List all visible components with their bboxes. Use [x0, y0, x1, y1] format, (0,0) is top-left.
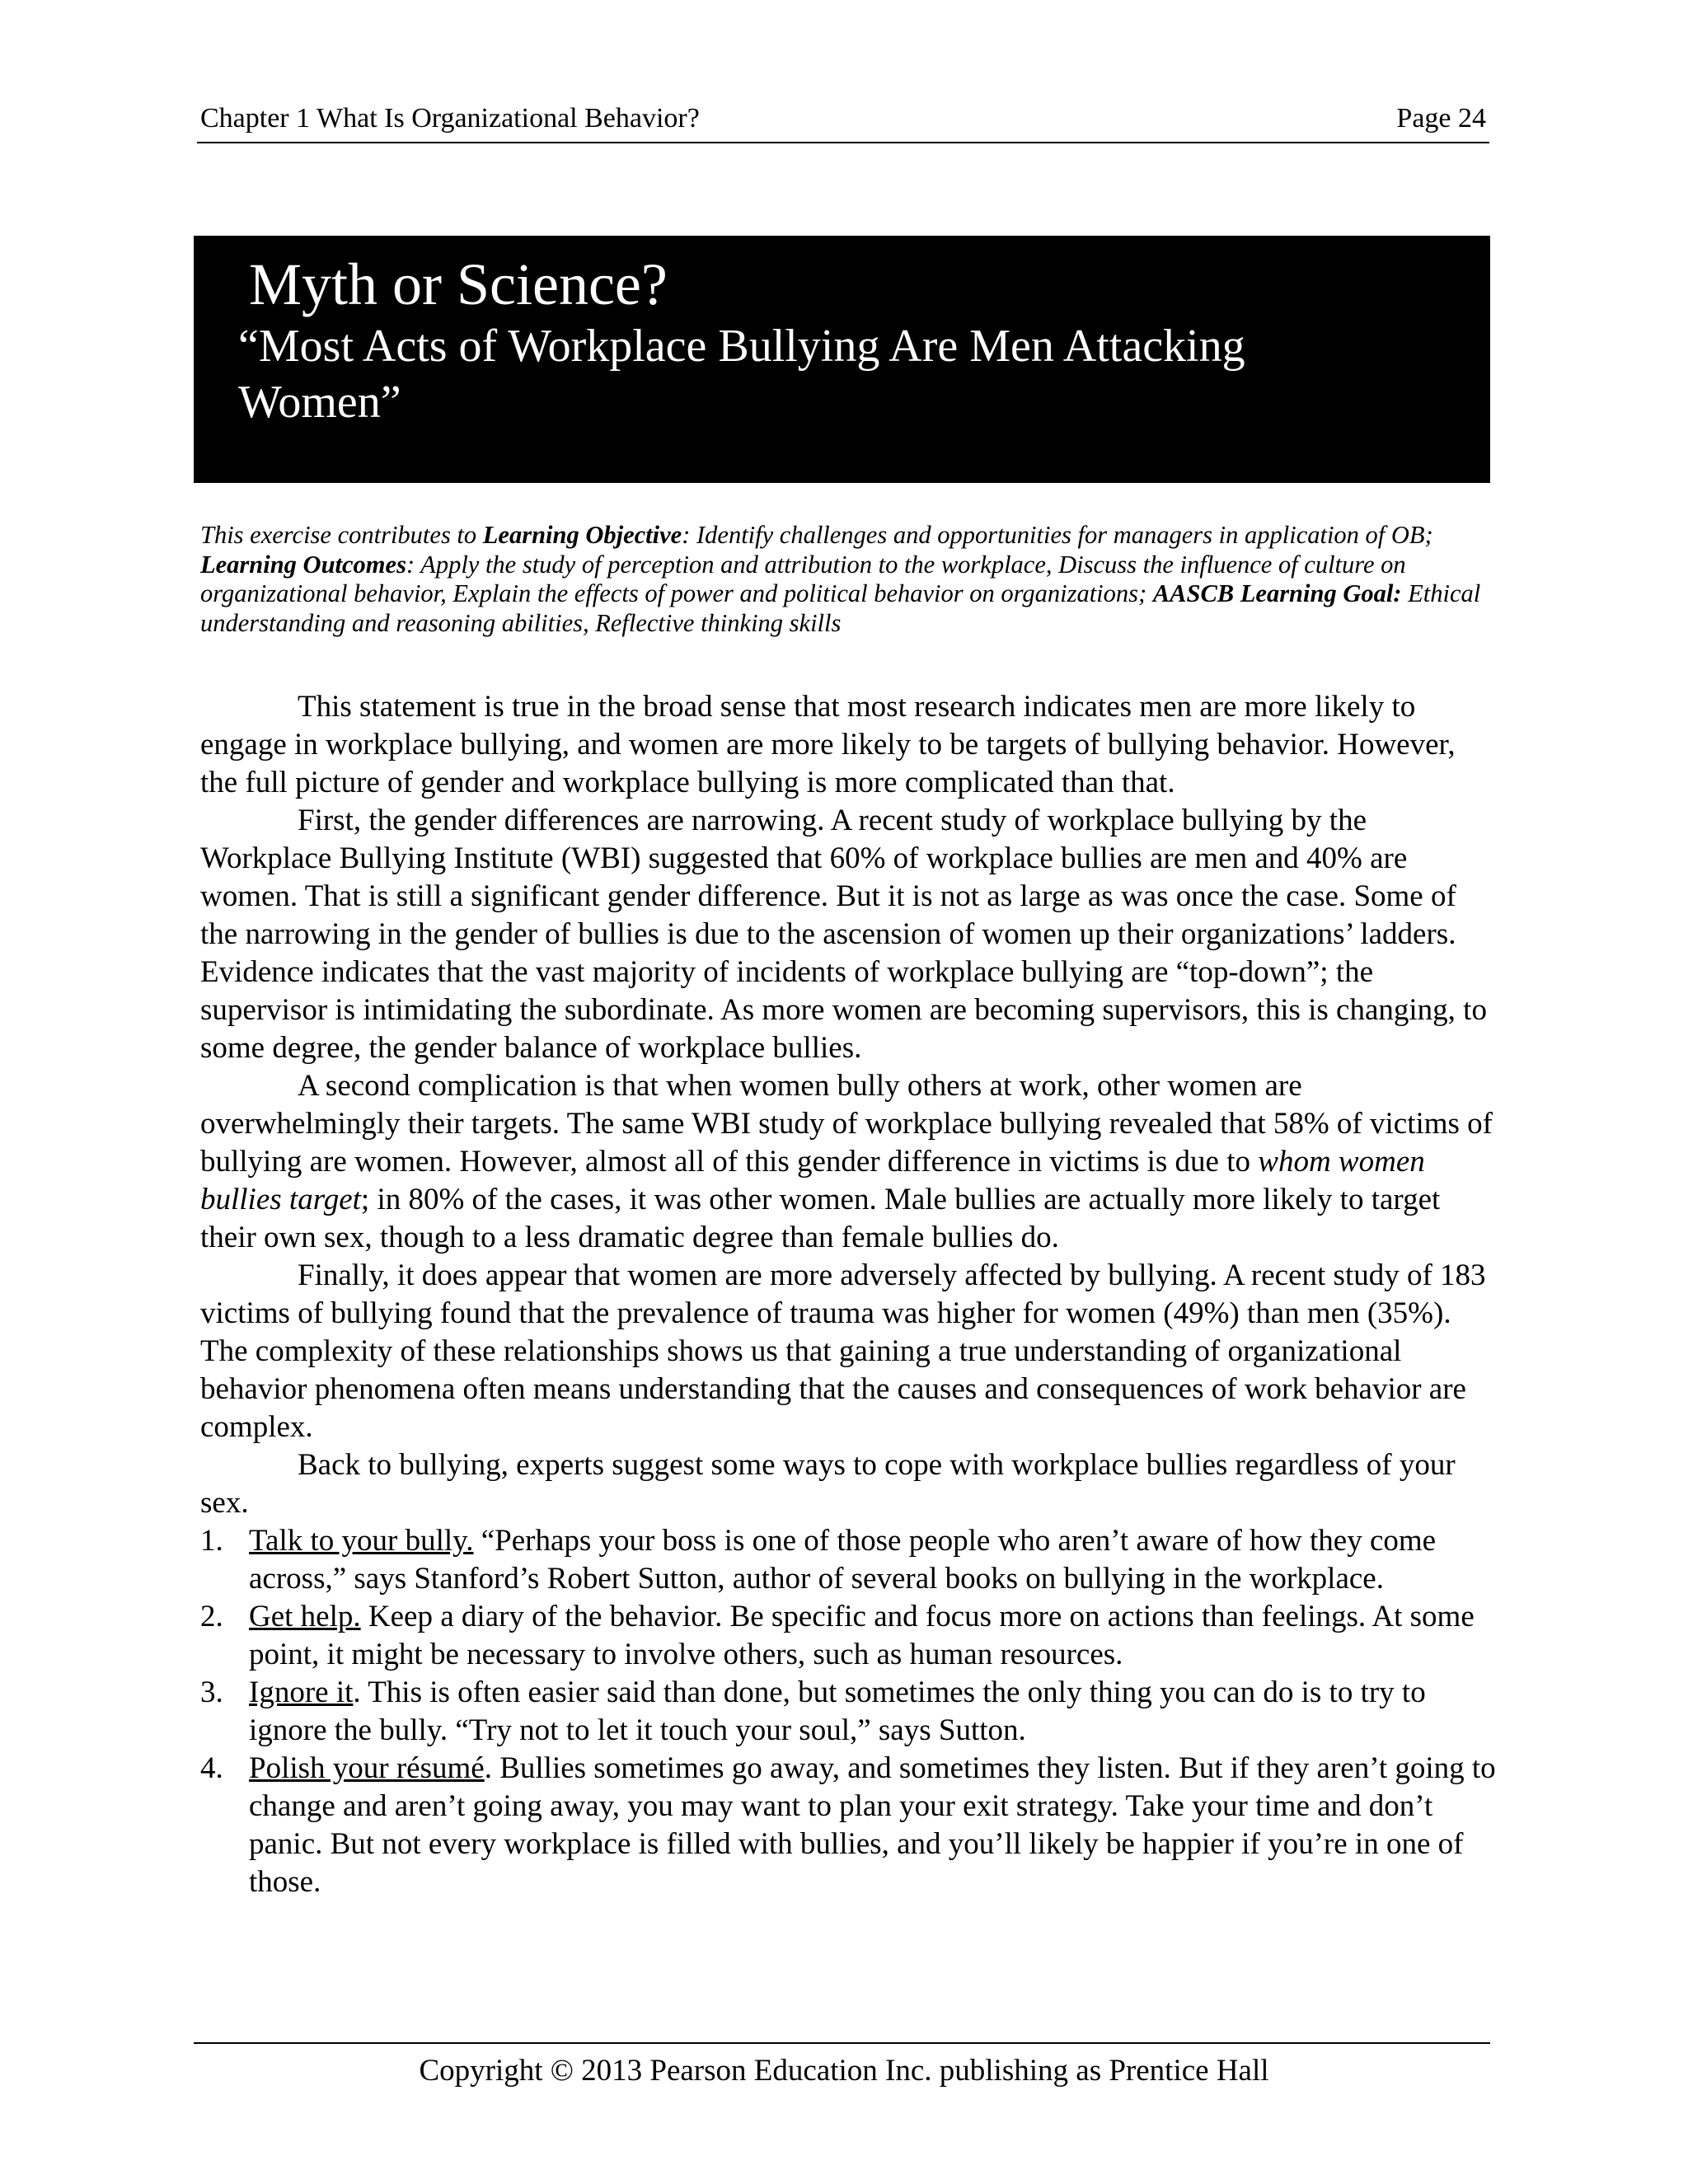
paragraph-3	[200, 1067, 1498, 1257]
chapter-title: Chapter 1 What Is Organizational Behavior?	[200, 103, 700, 134]
objective-outcomes-text: : Apply the study of perception and attribution to the workplace, Discuss the influence of culture on organizational behavior, Explain the effects of power and political behavior on organizations;	[200, 550, 1406, 607]
list-item-text: Keep a diary of the behavior. Be specific and focus more on actions than feelings. At some point, it might be necessary to involve others, such as human resources.	[249, 1600, 1475, 1671]
paragraph-3-b: ; in 80% of the cases, it was other women. Male bullies are actually more likely to target their own sex, though to a less dramatic degree than female bullies do.	[200, 1183, 1441, 1254]
list-item-text: . This is often easier said than done, but sometimes the only thing you can do is to try to ignore the bully. “Try not to let it touch your soul,” says Sutton.	[249, 1675, 1426, 1747]
list-item	[200, 1674, 1498, 1750]
paragraph-2: First, the gender differences are narrowing. A recent study of workplace bullying by the Workplace Bullying Institute (WBI) suggested that 60% of workplace bullies are men and 40% are women. That is still a significant gender difference. But it is not as large as was once the case. Some of the narrowing in the gender of bullies is due to the ascension of women up their organizations’ ladders. Evidence indicates that the vast majority of incidents of workplace bullying are “top-down”; the supervisor is intimidating the subordinate. As more women are becoming supervisors, this is changing, to some degree, the gender balance of workplace bullies.	[200, 804, 1487, 1065]
list-item-text: . Bullies sometimes go away, and sometimes they listen. But if they aren’t going to change and aren’t going away, you may want to plan your exit strategy. Take your time and don’t panic. But not every workplace is filled with bullies, and you’ll likely be happier if you’re in one of those.	[249, 1751, 1496, 1899]
paragraph-1: This statement is true in the broad sense that most research indicates men are more likely to engage in workplace bullying, and women are more likely to be targets of bullying behavior. However, the full picture of gender and workplace bullying is more complicated than that.	[200, 690, 1456, 799]
paragraph-5: Back to bullying, experts suggest some ways to cope with workplace bullies regardless of your sex.	[200, 1448, 1456, 1520]
banner-title: Myth or Science?	[249, 251, 668, 317]
paragraph-3-emphasis: whom women bullies target	[200, 1145, 1425, 1216]
objective-outcomes-label: Learning Outcomes	[200, 550, 406, 579]
list-item-text: “Perhaps your boss is one of those people who aren’t aware of how they come across,” says Stanford’s Robert Sutton, author of several books on bullying in the workplace.	[249, 1524, 1437, 1596]
paragraph-4: Finally, it does appear that women are more adversely affected by bullying. A recent study of 183 victims of bullying found that the prevalence of trauma was higher for women (49%) than men (35%). The complexity of these relationships shows us that gaining a true understanding of organizational behavior phenomena often means understanding that the causes and consequences of work behavior are complex.	[200, 1258, 1486, 1444]
footer-copyright: Copyright © 2013 Pearson Education Inc. publishing as Prentice Hall	[419, 2054, 1269, 2088]
list-item-number: 3.	[200, 1675, 223, 1709]
coping-tips-list	[200, 1522, 1498, 1901]
objective-lo-label: Learning Objective	[482, 521, 682, 549]
banner-subtitle: “Most Acts of Workplace Bullying Are Men Attacking Women”	[238, 321, 1245, 428]
list-item-lead: Get help.	[249, 1600, 361, 1633]
learning-objective-note	[200, 521, 1494, 638]
body-text	[200, 688, 1498, 1901]
objective-lo-text: : Identify challenges and opportunities for managers in application of OB;	[682, 521, 1433, 549]
paragraph-3-a: A second complication is that when women bully others at work, other women are overwhelmingly their targets. The same WBI study of workplace bullying revealed that 58% of victims of bullying are women. However, almost all of this gender difference in victims is due to	[200, 1069, 1493, 1179]
page-number: Page 24	[1396, 103, 1486, 134]
list-item-number: 2.	[200, 1600, 223, 1633]
list-item	[200, 1598, 1498, 1674]
objective-intro: This exercise contributes to	[200, 521, 483, 549]
list-item-lead: Polish your résumé	[249, 1751, 485, 1785]
objective-goal-text: Ethical understanding and reasoning abilities, Reflective thinking skills	[200, 579, 1481, 637]
page-header	[197, 101, 1489, 143]
objective-goal-label: AASCB Learning Goal:	[1152, 579, 1402, 607]
list-item	[200, 1750, 1498, 1901]
list-item-number: 1.	[200, 1524, 223, 1558]
title-banner	[194, 236, 1490, 483]
list-item-lead: Ignore it	[249, 1675, 354, 1709]
list-item-number: 4.	[200, 1751, 223, 1785]
list-item-lead: Talk to your bully.	[249, 1524, 474, 1558]
list-item	[200, 1522, 1498, 1598]
